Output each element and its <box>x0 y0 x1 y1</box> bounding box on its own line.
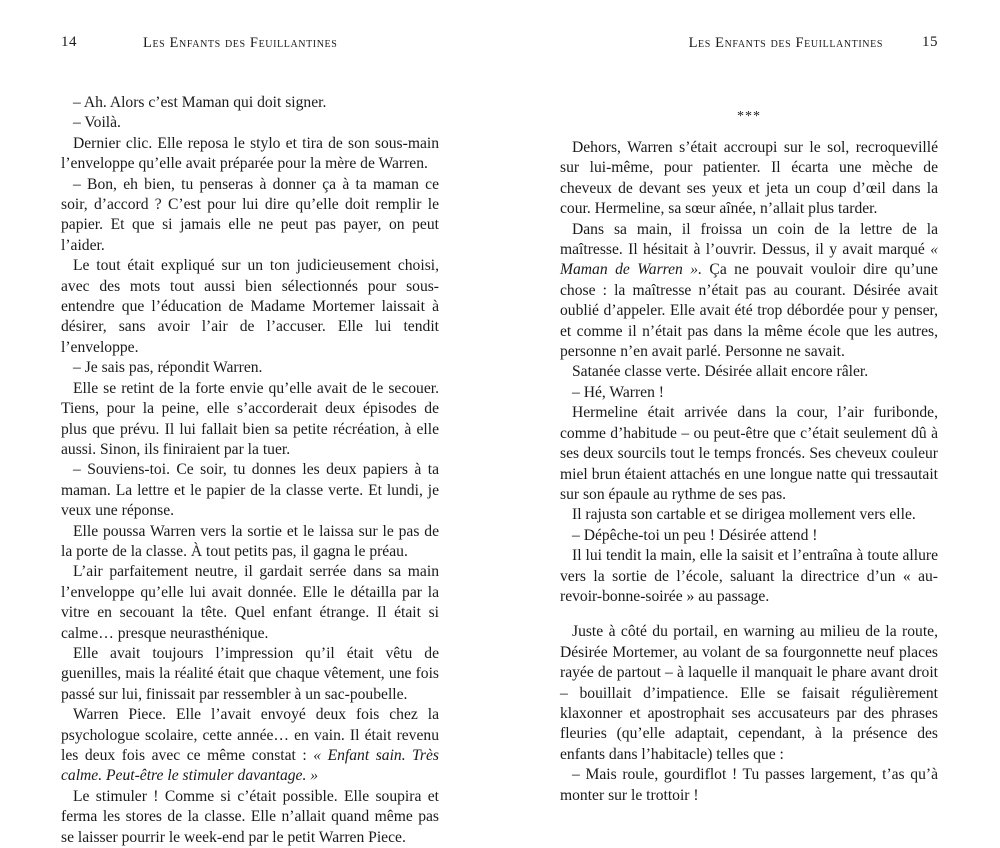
page-number: 15 <box>922 34 938 50</box>
paragraph-text: Ça ne pouvait vouloir dire qu’une chose : la maîtresse n’était pas au courant. Désirée avait oublié d’appeler. Elle avait été trop débordée pour y penser, et comme il n’était pas dans la même école que les autres, personne n’en avait parlé. Personne ne savait. <box>560 261 938 361</box>
paragraph: – Dépêche-toi un peu ! Désirée attend ! <box>572 526 818 544</box>
paragraph: – Bon, eh bien, tu penseras à donner ça à ta maman ce soir, d’accord ? C’est pour lui dire qu’elle doit remplir le papier. Et que si jamais elle ne peut pas payer, on peut l’aider. <box>61 175 439 254</box>
paragraph: Le stimuler ! Comme si c’était possible. Elle soupira et ferma les stores de la classe. Elle n’allait quand même pas se laisser pourrir le week-end par le petit Warren Piece. <box>61 787 439 846</box>
paragraph: Elle avait toujours l’impression qu’il était vêtu de guenilles, mais la réalité était que chaque vêtement, une fois passé sur lui, finissait par ressembler à un sac-poubelle. <box>61 644 439 703</box>
envelope-label: « Maman de Warren ». <box>560 241 938 279</box>
paragraph: Elle se retint de la forte envie qu’elle avait de le secouer. Tiens, pour la peine, elle s’accorderait deux épisodes de plus que prévu. Il lui fallait bien sa petite récréation, à elle aussi. Sinon, ils finiraient par la tuer. <box>61 379 439 458</box>
paragraph-text: Warren Piece. Elle l’avait envoyé deux fois chez la psychologue scolaire, cette année… en vain. Il était revenu les deux fois avec ce même constat : <box>61 706 439 764</box>
paragraph: Satanée classe verte. Désirée allait encore râler. <box>572 363 869 381</box>
paragraph: – Hé, Warren ! <box>572 383 664 401</box>
section-separator: *** <box>737 109 761 124</box>
right-page-header <box>560 34 938 54</box>
paragraph: – Souviens-toi. Ce soir, tu donnes les deux papiers à ta maman. La lettre et le papier de la classe verte. Et lundi, je veux une réponse. <box>61 461 439 520</box>
paragraph-text: Dans sa main, il froissa un coin de la lettre de la maîtresse. Il hésitait à l’ouvrir. Dessus, il y avait marqué <box>560 220 938 259</box>
quoted-report: « Enfant sain. Très calme. Peut-être le stimuler davantage. » <box>61 747 439 785</box>
paragraph: Il rajusta son cartable et se dirigea mollement vers elle. <box>572 506 916 524</box>
right-page <box>560 0 938 804</box>
paragraph: Il lui tendit la main, elle la saisit et l’entraîna à toute allure vers la sortie de l’école, saluant la directrice d’un « au-revoir-bonne-soirée » au passage. <box>560 547 938 605</box>
paragraph: Juste à côté du portail, en warning au milieu de la route, Désirée Mortemer, au volant de sa fourgonnette neuf places rayée de partout – à laquelle il manquait le phare avant droit – bouillait d’impatience. Elle se faisait régulièrement klaxonner et apostrophait ses accusateurs par des phrases fleuries (qu’elle adaptait, cependant, à la présence des enfants dans l’habitacle) telles que : <box>560 623 938 763</box>
paragraph: L’air parfaitement neutre, il gardait serrée dans sa main l’enveloppe qu’elle lui avait donnée. Elle le détailla par la vitre en secouant la tête. Quel enfant étrange. Il était si calme… presque neurasthénique. <box>61 563 439 642</box>
left-page <box>61 0 439 846</box>
paragraph <box>560 220 938 363</box>
page-number: 14 <box>61 34 77 50</box>
right-page-body <box>560 110 938 806</box>
paragraph: – Ah. Alors c’est Maman qui doit signer. <box>73 94 327 111</box>
paragraph: – Je sais pas, répondit Warren. <box>73 359 263 377</box>
running-title: Les Enfants des Feuillantines <box>688 35 883 51</box>
left-page-body <box>61 93 439 848</box>
paragraph: – Mais roule, gourdiflot ! Tu passes largement, t’as qu’à monter sur le trottoir ! <box>560 766 938 804</box>
paragraph <box>61 705 439 787</box>
running-title: Les Enfants des Feuillantines <box>143 35 338 51</box>
paragraph: Hermeline était arrivée dans la cour, l’air furibonde, comme d’habitude – ou peut-être que c’était seulement dû à ses deux sourcils tout le temps froncés. Ses cheveux couleur miel brun étaient attachés en une longue natte qui tressautait sur son épaule au rythme de ses pas. <box>560 404 938 503</box>
paragraph: Dernier clic. Elle reposa le stylo et tira de son sous-main l’enveloppe qu’elle avait préparée pour la mère de Warren. <box>61 134 439 173</box>
paragraph: Dehors, Warren s’était accroupi sur le sol, recroquevillé sur lui-même, pour patienter. Il écarta une mèche de cheveux de devant ses yeux et jeta un coup d’œil dans la cour. Hermeline, sa sœur aînée, n’allait plus tarder. <box>560 139 938 218</box>
paragraph: Le tout était expliqué sur un ton judicieusement choisi, avec des mots tout aussi bien sélectionnés pour sous-entendre que l’éducation de Madame Mortemer laissait à désirer, sans avoir l’air de l’accuser. Elle lui tendit l’enveloppe. <box>61 257 439 356</box>
paragraph: – Voilà. <box>73 114 121 132</box>
paragraph: Elle poussa Warren vers la sortie et le laissa sur le pas de la porte de la classe. À tout petits pas, il gagna le préau. <box>61 522 439 560</box>
left-page-header <box>61 34 439 54</box>
